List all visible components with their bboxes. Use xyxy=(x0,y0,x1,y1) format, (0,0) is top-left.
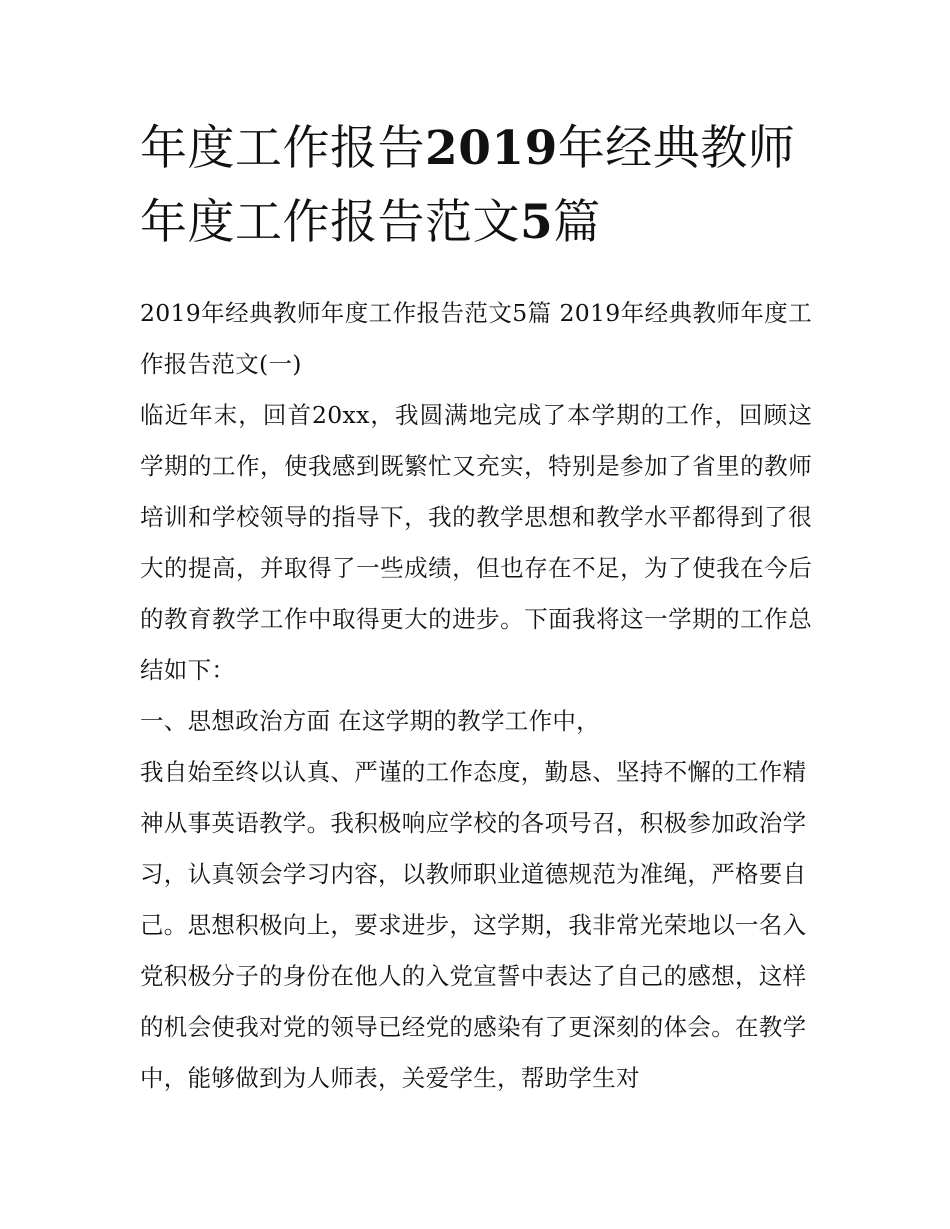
opening-paragraph: 临近年末，回首20xx，我圆满地完成了本学期的工作，回顾这学期的工作，使我感到既繁忙又充实，特别是参加了省里的教师培训和学校领导的指导下，我的教学思想和教学水平都得到了很大的提高，并取得了一些成绩，但也存在不足，为了使我在今后的教育教学工作中取得更大的进步。下面我将这一学期的工作总结如下： xyxy=(140,401,812,684)
document-content xyxy=(140,112,812,1104)
section-heading-paragraph: 一、思想政治方面 在这学期的教学工作中， xyxy=(140,707,600,735)
body-paragraph-text: 我自始至终以认真、严谨的工作态度，勤恳、坚持不懈的工作精 神从事英语教学。我积极响应学校的各项号召，积极参加政治学 习，认真领会学习内容，以教师职业道德规范为准绳，严格要自 己。思想积极向上，要求进步，这学期，我非常光荣地以一名入 党积极分子的身份在他人的入党宣誓中表达了自己的感想，这样 的机会使我对党的领导已经党的感染有了更深刻的体会。在教学 中，能够做到为人师表，关爱学生，帮助学生对 xyxy=(140,758,807,1092)
document-body xyxy=(140,288,812,1104)
intro-paragraph: 2019年经典教师年度工作报告范文5篇 2019年经典教师年度工作报告范文(一) xyxy=(140,299,812,378)
body-paragraph xyxy=(140,747,812,1104)
document-title: 年度工作报告2019年经典教师年度工作报告范文5篇 xyxy=(140,121,796,250)
